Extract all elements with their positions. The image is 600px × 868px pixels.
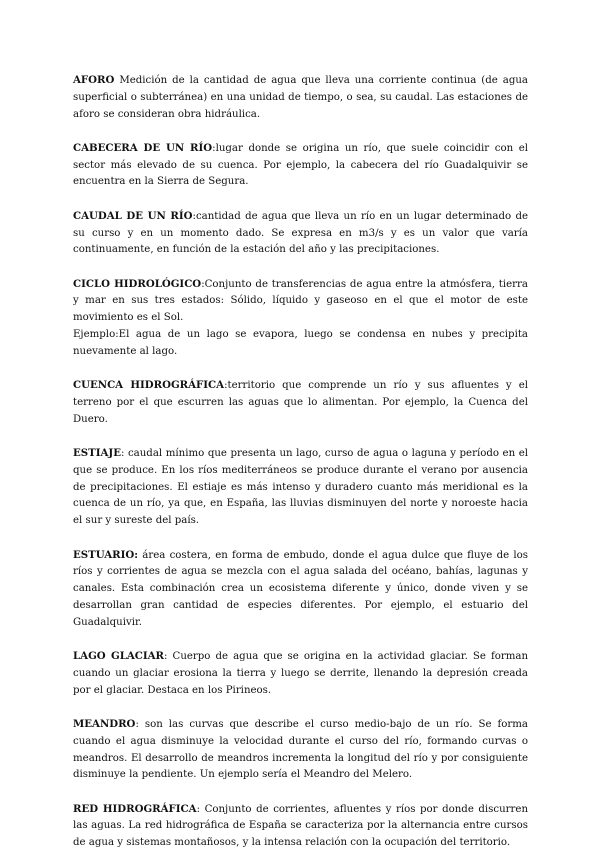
entry-separator: : xyxy=(135,718,145,730)
entry-term: CICLO HIDROLÓGICO xyxy=(73,277,202,290)
entry-term: ESTUARIO: xyxy=(73,548,139,561)
entry-separator: : xyxy=(224,380,228,392)
entry-term: MEANDRO xyxy=(73,717,136,730)
glossary-entry-cabecera xyxy=(73,140,528,191)
entry-definition: área costera, en forma de embudo, donde el agua dulce que fluye de los ríos y corrientes de agua se mezcla con el agua salada del océano, bahías, lagunas y canales. Esta combinación crea un ecosistema diferente y único, donde viven y se desarrollan gran cantidad de especies diferentes. Por ejemplo, el estuario del Guadalquivir. xyxy=(73,549,528,628)
entry-definition: caudal mínimo que presenta un lago, curso de agua o laguna y período en el que se produce. En los ríos mediterráneos se produce durante el verano por ausencia de precipitaciones. El estiaje es más intenso y duradero cuanto más meridional es la cuenca de un río, ya que, en España, las lluvias disminuyen del norte y noroeste hacia el sur y sureste del país. xyxy=(73,448,528,527)
entry-term: AFORO xyxy=(73,74,115,86)
glossary-entry-caudal xyxy=(73,208,528,259)
entry-definition: Conjunto de transferencias de agua entre la atmósfera, tierra y mar en sus tres estados: Sólido, líquido y gaseoso en el que el motor de este movimiento es el Sol. xyxy=(73,278,528,324)
glossary-entry-aforo xyxy=(73,72,528,123)
entry-definition: Conjunto de corrientes, afluentes y ríos por donde discurren las aguas. La red hidrográfica de España se caracteriza por la alternancia entre cursos de agua y sistemas montañosos, y la intensa relación con la ocupación del territorio. xyxy=(73,803,529,849)
entry-separator: : xyxy=(120,448,128,460)
entry-separator: : xyxy=(192,210,196,222)
glossary-entry-estuario xyxy=(73,547,528,632)
glossary-entries xyxy=(73,72,528,868)
entry-term: CABECERA DE UN RÍO xyxy=(73,141,213,154)
entry-term: LAGO GLACIAR xyxy=(73,650,165,663)
glossary-entry-meandro xyxy=(73,716,528,784)
entry-definition: Medición de la cantidad de agua que lleva una corriente continua (de agua superficial o subterránea) en una unidad de tiempo, o sea, su caudal. Las estaciones de aforo se consideran obra hidráulica. xyxy=(73,75,528,120)
entry-separator: : xyxy=(164,651,173,663)
entry-definition: Cuerpo de agua que se origina en la actividad glaciar. Se forman cuando un glaciar erosiona la tierra y luego se derrite, llenando la depresión creada por el glaciar. Destaca en los Pirineos. xyxy=(73,651,529,696)
entry-term: RED HIDROGRÁFICA xyxy=(73,802,197,815)
glossary-entry-cuenca xyxy=(73,377,528,428)
entry-separator: : xyxy=(201,278,205,290)
glossary-entry-ciclo xyxy=(73,276,528,361)
glossary-entry-lago-glaciar xyxy=(73,648,528,699)
entry-definition: son las curvas que describe el curso medio-bajo de un río. Se forma cuando el agua disminuye la velocidad durante el curso del río, formando curvas o meandros. El desarrollo de meandros incrementa la longitud del río y por consiguiente disminuye la pendiente. Un ejemplo sería el Meandro del Melero. xyxy=(73,718,528,781)
entry-term: ESTIAJE xyxy=(73,447,121,460)
entry-separator: : xyxy=(196,803,205,815)
glossary-entry-estiaje xyxy=(73,445,528,530)
entry-definition: cantidad de agua que lleva un río en un lugar determinado de su curso y en un momento dado. Se expresa en m3/s y es un valor que varía continuamente, en función de la estación del año y las precipitaciones. xyxy=(73,210,528,256)
entry-term: CAUDAL DE UN RÍO xyxy=(73,209,193,222)
entry-definition: territorio que comprende un río y sus afluentes y el terreno por el que escurren las aguas que lo alimentan. Por ejemplo, la Cuenca del Duero. xyxy=(73,380,528,425)
entry-example: Ejemplo:El agua de un lago se evapora, luego se condensa en nubes y precipita nuevamente al lago. xyxy=(73,329,528,357)
entry-definition: lugar donde se origina un río, que suele coincidir con el sector más elevado de su cuenca. Por ejemplo, la cabecera del río Guadalquivir se encuentra en la Sierra de Segura. xyxy=(73,142,528,188)
glossary-entry-red-hidrografica xyxy=(73,801,528,852)
entry-term: CUENCA HIDROGRÁFICA xyxy=(73,379,225,392)
entry-separator: : xyxy=(212,142,216,154)
